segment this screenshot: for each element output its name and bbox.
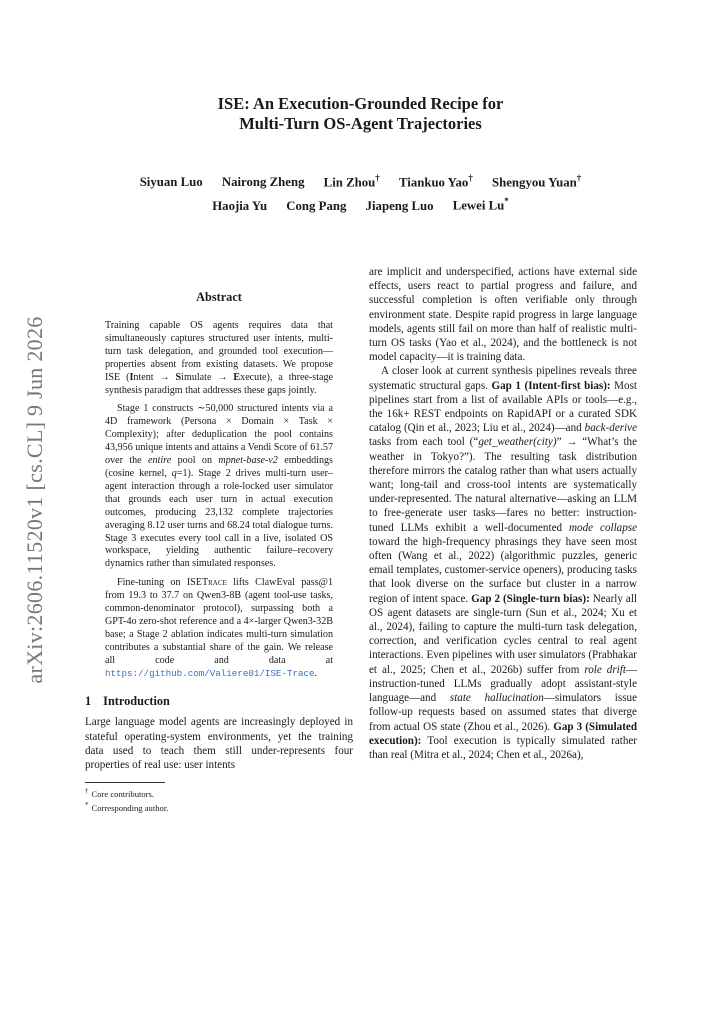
body-paragraph-2: A closer look at current synthesis pipelines reveals three systematic structural gaps. Gap 1 (Intent-first bias): Most pipelines start from a list of available APIs or tools—e.g., the 16k+ REST endpoints on RapidAPI or a curated SDK catalog (Qin et al., 2023; Liu et al., 2024)—and back-derive tasks from each tool (“get_weather(city)” → “What’s the weather in Tokyo?”). The resulting task distribution therefore mirrors the catalog rather than what users actually want; long-tail and cross-tool intents are systematically under-represented. The natural alternative—asking an LLM to free-generate user tasks—fares no better: instruction-tuned LLMs exhibit a well-documented mode collapse toward the high-frequency phrasings they have seen most often (Wang et al., 2022) (algorithmic puzzles, generic email templates, customer-service openers), producing tasks that look diverse on the surface but cluster in a narrow region of intent space. Gap 2 (Single-turn bias): Nearly all OS agent datasets are single-turn (Sun et al., 2024; Xu et al., 2024), failing to capture the multi-turn task delegation, correction, and verification cycles central to real agent interactions. Even pipelines with user simulators (Prabhakar et al., 2025; Chen et al., 2026b) suffer from role drift—instruction-tuned LLMs gradually adopt assistant-style language—and state hallucination—simulators issue follow-up requests based on assumed states that diverge from actual OS state (Zhou et al., 2026). Gap 3 (Simulated execution): Tool execution is typically simulated rather than real (Mitra et al., 2024; Chen et al., 2026a), [369,365,637,761]
author: Nairong Zheng [221,175,305,190]
abstract-body [105,320,333,680]
author: Jiapeng Luo [365,198,434,213]
core-contributor-mark: † [375,173,380,183]
footnotes [85,782,353,814]
author: Haojia Yu [212,198,268,213]
body-paragraph-1: are implicit and underspecified, actions have external side effects, users react to partial progress and failure, and successful completion is often verifiable only through environment state. Despite rapid progress in large language models, agents still fail on more than half of realistic multi-turn OS tasks (Yao et al., 2024), and the bottleneck is not model capacity—it is training data. [369,266,637,364]
abstract-paragraph-2: Stage 1 constructs ∼50,000 structured intents via a 4D framework (Persona × Domain × Task × Complexity); after deduplication the pool contains 43,956 unique intents and attains a Vendi Score of 61.57 over the entire pool on mpnet-base-v2 embeddings (cosine kernel, q=1). Stage 2 drives multi-turn user–agent interaction through a role-locked user simulator that grounds each user turn in actual execution outcomes, producing 23,132 complete trajectories averaging 8.12 user turns and 68.24 total dialogue turns. Stage 3 executes every tool call in a live, isolated OS workspace, yielding authentic failure–recovery dynamics rather than simulated responses. [105,403,333,570]
section-heading-introduction: 1 Introduction [85,694,170,709]
right-column [369,265,637,762]
introduction-continued [369,265,637,762]
author: Siyuan Luo [139,175,203,190]
core-contributor-mark: † [576,173,582,183]
author: Lin Zhou† [323,173,380,190]
corresponding-author-mark: * [504,196,509,207]
introduction-paragraph: Large language model agents are increasingly deployed in stateful operating-system environments, yet the training data used to teach them still under-represents four properties of real use: user intents [85,716,353,772]
abstract-paragraph-1: Training capable OS agents requires data that simultaneously captures structured user intents, multi-turn task delegation, and grounded tool execution—properties absent from existing datasets. We propose ISE (Intent → Simulate → Execute), a three-stage synthesis paradigm that addresses these gaps jointly. [105,320,334,396]
core-contributor-mark: † [468,173,473,183]
gap-2-label: Gap 2 (Single-turn bias): [471,592,590,605]
left-column [85,290,353,814]
footnote-core-contributors: † Core contributors. [85,787,155,800]
abstract-paragraph-3: Fine-tuning on ISETrace lifts ClawEval pass@1 from 19.3 to 37.7 on Qwen3-8B (agent tool-use tasks, common-denominator protocol), surpassing both a GPT-4o zero-shot reference and a 4×-larger Qwen3-32B base; a Stage 2 ablation indicates multi-turn simulation contributes a substantial share of the gain. We release all code and data at https://github.com/Valiere01/ISE-Trace. [105,577,333,679]
title-line-2: Multi-Turn OS-Agent Trajectories [239,114,482,133]
title-line-1: ISE: An Execution-Grounded Recipe for [217,94,504,113]
footnote-corresponding-author: * Corresponding author. [85,801,169,813]
gap-3-label: Gap 3 (Simulated execution): [369,720,637,747]
abstract-heading: Abstract [196,290,242,304]
repository-link[interactable]: https://github.com/Valiere01/ISE-Trace [105,667,315,679]
footnote-divider [85,782,165,783]
arxiv-id-text: arXiv:2606.11520v1 [cs.CL] 9 Jun 2026 [22,316,47,684]
author: Tiankuo Yao† [398,173,473,190]
paper-title [90,94,631,134]
arxiv-sidebar-identifier [20,300,50,700]
author-row-2 [90,192,631,215]
gap-1-label: Gap 1 (Intent-first bias): [491,379,611,392]
author-row-1 [90,169,631,192]
author: Cong Pang [286,198,347,213]
author: Shengyou Yuan† [492,173,582,190]
author-list [90,169,631,216]
author: Lewei Lu* [452,196,509,213]
